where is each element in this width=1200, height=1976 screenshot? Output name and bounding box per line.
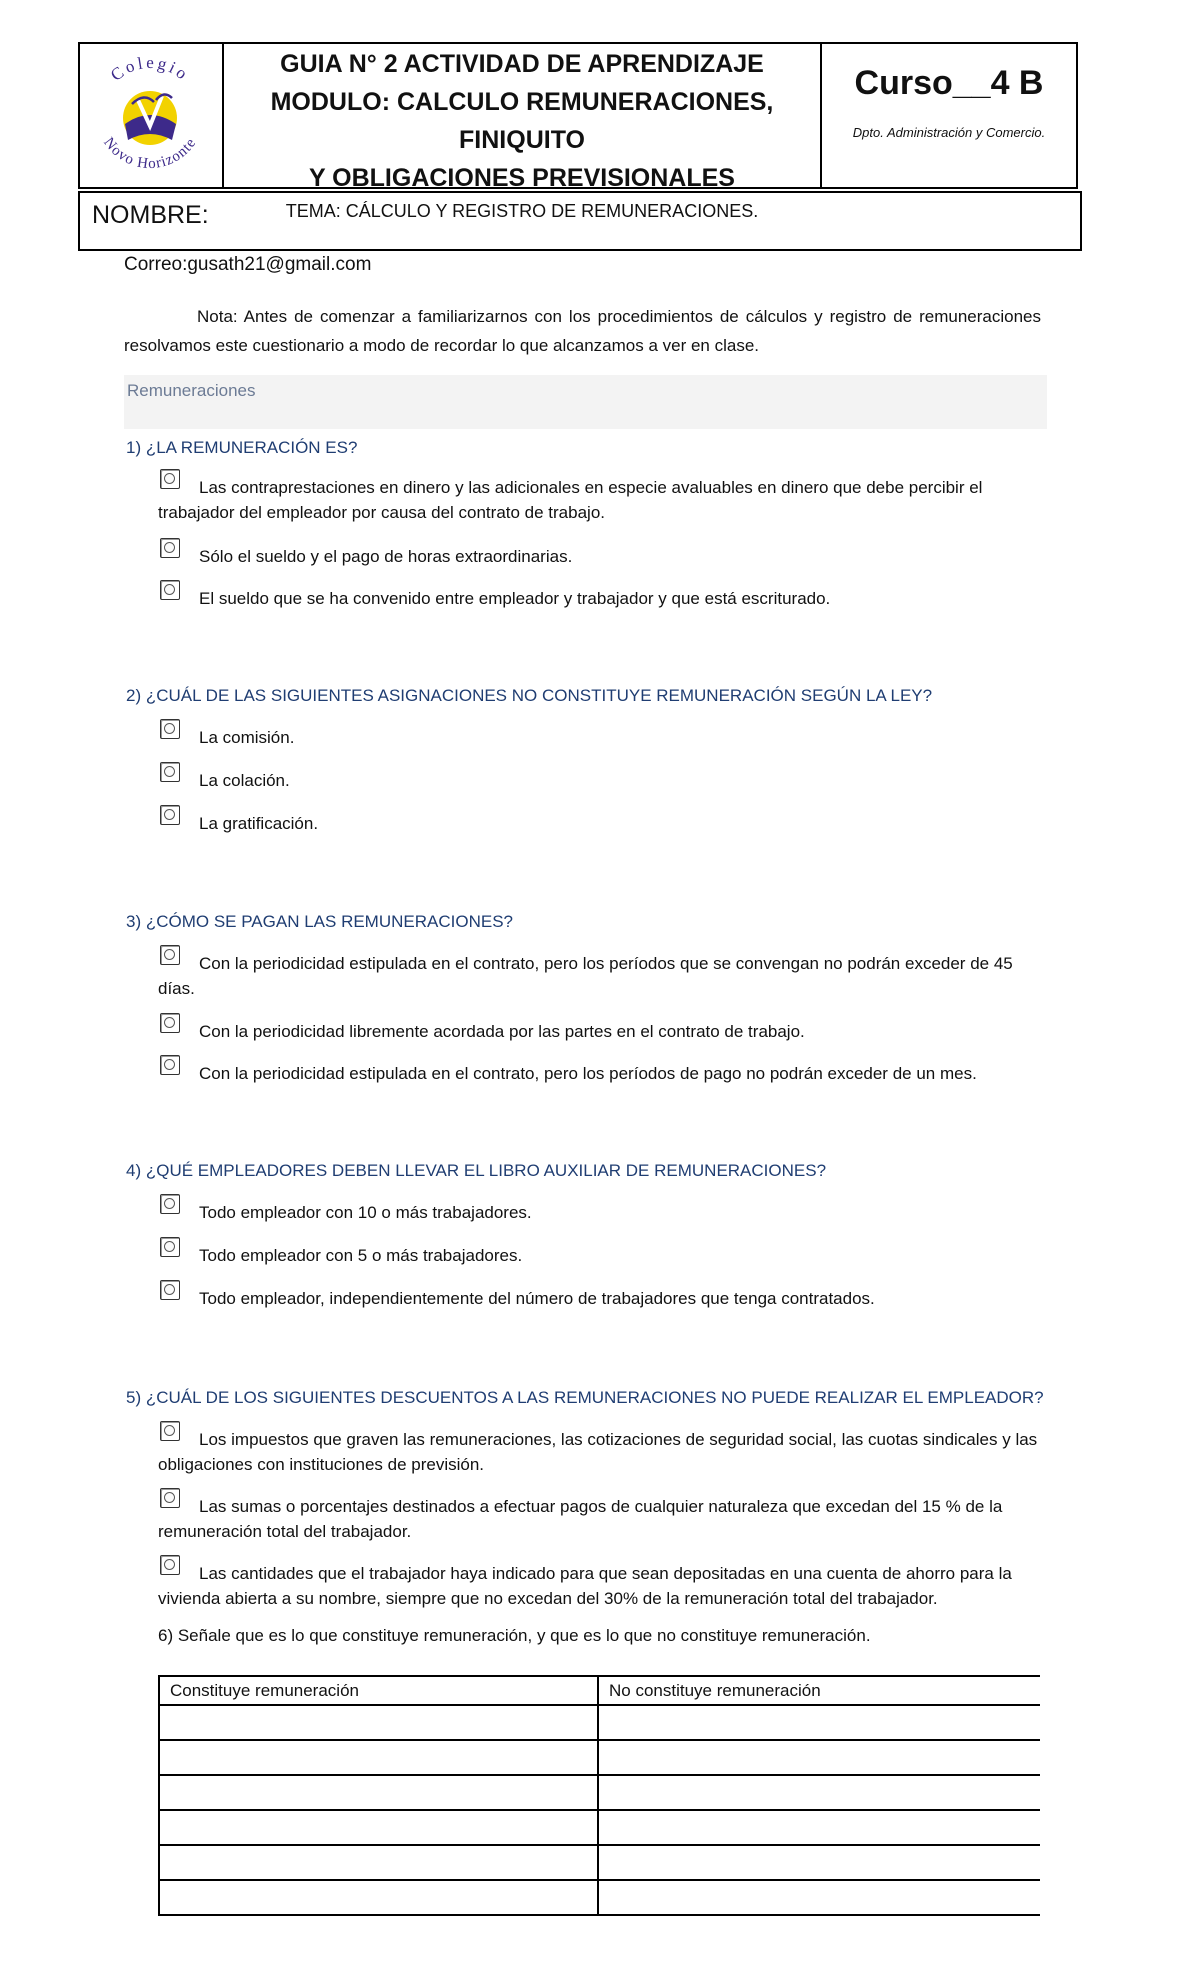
table-row [159,1740,1040,1775]
q1-option-c[interactable] [158,586,1040,611]
radio-button-icon[interactable] [160,1194,180,1214]
q2-option-b[interactable] [158,768,1040,793]
title-cell [224,44,822,221]
q1-option-b[interactable] [158,544,1040,569]
table-cell[interactable] [598,1880,1040,1915]
option-text: La comisión. [199,728,295,747]
radio-button-icon[interactable] [160,762,180,782]
table-cell[interactable] [598,1705,1040,1740]
table-cell[interactable] [159,1775,598,1810]
radio-button-icon[interactable] [160,1555,180,1575]
question-2: 2) ¿CUÁL DE LAS SIGUIENTES ASIGNACIONES NO CONSTITUYE REMUNERACIÓN SEGÚN LA LEY? [126,686,933,705]
q4-option-b[interactable] [158,1243,1040,1268]
option-text: Con la periodicidad libremente acordada por las partes en el contrato de trabajo. [199,1022,805,1041]
logo-cell [80,44,224,187]
q5-option-a[interactable] [158,1427,1040,1477]
table-cell[interactable] [159,1845,598,1880]
table-cell[interactable] [598,1775,1040,1810]
q5-option-b[interactable] [158,1494,1040,1544]
option-text: Todo empleador, independientemente del número de trabajadores que tenga contratados. [199,1289,875,1308]
option-text: Los impuestos que graven las remuneraciones, las cotizaciones de seguridad social, las cuotas sindicales y las obligaciones con instituciones de previsión. [158,1430,1038,1474]
table-header-row [159,1676,1040,1705]
radio-button-icon[interactable] [160,1280,180,1300]
question-4: 4) ¿QUÉ EMPLEADORES DEBEN LLEVAR EL LIBRO AUXILIAR DE REMUNERACIONES? [126,1161,827,1180]
q4-option-c[interactable] [158,1286,1040,1311]
table-row [159,1845,1040,1880]
svg-text:Colegio [107,53,193,85]
option-text: Todo empleador con 10 o más trabajadores. [199,1203,532,1222]
question-6: 6) Señale que es lo que constituye remuneración, y que es lo que no constituye remuneración. [158,1626,871,1645]
module-subtitle: Y OBLIGACIONES PREVISIONALES [308,164,735,192]
course-cell [822,44,1076,187]
radio-button-icon[interactable] [160,1055,180,1075]
table-cell[interactable] [159,1880,598,1915]
table-row [159,1705,1040,1740]
department-label: Dpto. Administración y Comercio. [852,125,1046,140]
radio-button-icon[interactable] [160,469,180,489]
q3-option-b[interactable] [158,1019,1040,1044]
option-text: Sólo el sueldo y el pago de horas extraordinarias. [199,547,573,566]
table-row [159,1880,1040,1915]
table-cell[interactable] [159,1810,598,1845]
option-text: Las contraprestaciones en dinero y las adicionales en especie avaluables en dinero que debe percibir el trabajador del empleador por causa del contrato de trabajo. [158,478,983,522]
option-text: Con la periodicidad estipulada en el contrato, pero los períodos que se convengan no podrán exceder de 45 días. [158,954,1013,998]
column-header-no-constituye: No constituye remuneración [598,1676,1040,1705]
q3-option-c[interactable] [158,1061,1040,1086]
question-3: 3) ¿CÓMO SE PAGAN LAS REMUNERACIONES? [126,912,513,931]
radio-button-icon[interactable] [160,1237,180,1257]
table-cell[interactable] [159,1705,598,1740]
radio-button-icon[interactable] [160,719,180,739]
section-title: Remuneraciones [127,381,256,400]
q3-option-a[interactable] [158,951,1040,1001]
module-title: MODULO: CALCULO REMUNERACIONES, FINIQUITO [270,88,774,154]
option-text: Las sumas o porcentajes destinados a efectuar pagos de cualquier naturaleza que excedan del 15 % de la remuneración total del trabajador. [158,1497,1003,1541]
table-cell[interactable] [598,1740,1040,1775]
logo-text-top: Colegio [107,52,194,85]
guide-title: GUIA N° 2 ACTIVIDAD DE APRENDIZAJE [280,50,764,78]
logo-text-bottom: Novo Horizonte [100,134,200,173]
radio-button-icon[interactable] [160,1488,180,1508]
option-text: La colación. [199,771,290,790]
school-logo [80,44,220,187]
question-1: 1) ¿LA REMUNERACIÓN ES? [126,438,358,457]
column-header-constituye: Constituye remuneración [159,1676,598,1705]
q4-option-a[interactable] [158,1200,1040,1225]
q1-option-a[interactable] [158,475,1040,525]
name-label: NOMBRE: [92,201,209,229]
radio-button-icon[interactable] [160,580,180,600]
classification-table [158,1675,1040,1916]
radio-button-icon[interactable] [160,945,180,965]
radio-button-icon[interactable] [160,1421,180,1441]
q2-option-c[interactable] [158,811,1040,836]
option-text: Todo empleador con 5 o más trabajadores. [199,1246,523,1265]
radio-button-icon[interactable] [160,1013,180,1033]
radio-button-icon[interactable] [160,538,180,558]
question-5: 5) ¿CUÁL DE LOS SIGUIENTES DESCUENTOS A LAS REMUNERACIONES NO PUEDE REALIZAR EL EMPLEADOR? [126,1388,1044,1407]
section-heading [124,375,1047,429]
topic-line: TEMA: CÁLCULO Y REGISTRO DE REMUNERACIONES. [285,201,759,221]
table-cell[interactable] [159,1740,598,1775]
name-field[interactable] [78,191,1082,251]
option-text: Con la periodicidad estipulada en el contrato, pero los períodos de pago no podrán exceder de un mes. [199,1064,977,1083]
option-text: Las cantidades que el trabajador haya indicado para que sean depositadas en una cuenta de ahorro para la vivienda abierta a su nombre, siempre que no excedan del 30% de la remuneración total del trabajador. [158,1564,1012,1608]
q2-option-a[interactable] [158,725,1040,750]
note-paragraph: Nota: Antes de comenzar a familiarizarnos con los procedimientos de cálculos y registro de remuneraciones resolvamos este cuestionario a modo de recordar lo que alcanzamos a ver en clase. [124,307,1041,355]
table-cell[interactable] [598,1810,1040,1845]
option-text: La gratificación. [199,814,319,833]
option-text: El sueldo que se ha convenido entre empleador y trabajador y que está escriturado. [199,589,831,608]
table-cell[interactable] [598,1845,1040,1880]
email-line: Correo:gusath21@gmail.com [124,254,372,275]
course-label: Curso__4 B [854,64,1044,102]
table-row [159,1810,1040,1845]
table-row [159,1775,1040,1810]
radio-button-icon[interactable] [160,805,180,825]
q5-option-c[interactable] [158,1561,1040,1611]
